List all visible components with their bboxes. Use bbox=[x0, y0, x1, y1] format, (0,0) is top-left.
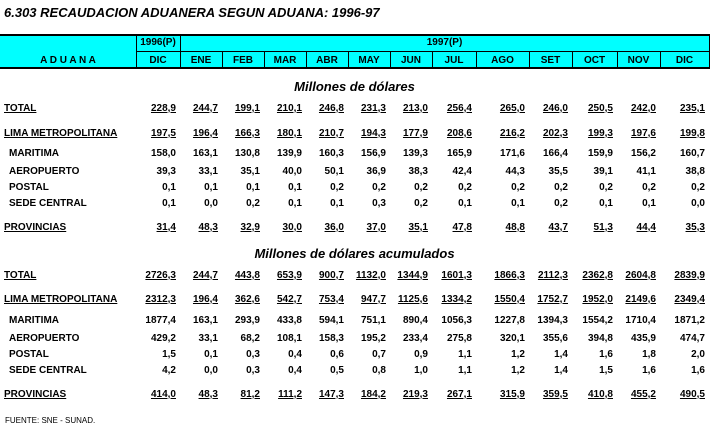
table-cell: 0,1 bbox=[162, 198, 176, 209]
table-row bbox=[0, 294, 712, 308]
table-cell: 320,1 bbox=[499, 333, 525, 344]
table-cell: 359,5 bbox=[542, 389, 568, 400]
table-cell: 594,1 bbox=[318, 315, 344, 326]
table-cell: 1550,4 bbox=[494, 294, 525, 305]
row-label: POSTAL bbox=[9, 182, 49, 193]
table-cell: 0,2 bbox=[414, 198, 428, 209]
table-row bbox=[0, 389, 712, 403]
table-cell: 0,1 bbox=[599, 198, 613, 209]
row-label: TOTAL bbox=[4, 103, 37, 114]
table-cell: 36,0 bbox=[324, 222, 344, 233]
row-label: AEROPUERTO bbox=[9, 166, 80, 177]
table-cell: 1,5 bbox=[599, 365, 613, 376]
table-cell: 1344,9 bbox=[397, 270, 428, 281]
row-label: MARITIMA bbox=[9, 315, 59, 326]
table-cell: 39,1 bbox=[593, 166, 613, 177]
table-cell: 2312,3 bbox=[145, 294, 176, 305]
table-cell: 39,3 bbox=[156, 166, 176, 177]
header-divider bbox=[709, 34, 710, 69]
table-cell: 160,3 bbox=[318, 148, 344, 159]
source-note: FUENTE: SNE - SUNAD. bbox=[5, 416, 96, 425]
table-cell: 900,7 bbox=[318, 270, 344, 281]
aduana-column-header: A D U A N A bbox=[40, 55, 96, 66]
table-cell: 1752,7 bbox=[537, 294, 568, 305]
table-cell: 213,0 bbox=[402, 103, 428, 114]
section-title: Millones de dólares bbox=[294, 79, 415, 94]
table-cell: 0,3 bbox=[246, 365, 260, 376]
table-cell: 653,9 bbox=[276, 270, 302, 281]
table-cell: 130,8 bbox=[234, 148, 260, 159]
table-cell: 44,4 bbox=[636, 222, 656, 233]
table-cell: 165,9 bbox=[446, 148, 472, 159]
table-cell: 233,4 bbox=[402, 333, 428, 344]
table-row bbox=[0, 270, 712, 284]
table-cell: 1,1 bbox=[458, 365, 472, 376]
table-cell: 166,3 bbox=[234, 128, 260, 139]
table-cell: 0,2 bbox=[246, 198, 260, 209]
row-label: SEDE CENTRAL bbox=[9, 198, 87, 209]
table-cell: 40,0 bbox=[282, 166, 302, 177]
table-cell: 33,1 bbox=[198, 333, 218, 344]
table-cell: 1866,3 bbox=[494, 270, 525, 281]
table-cell: 208,6 bbox=[446, 128, 472, 139]
table-cell: 2839,9 bbox=[674, 270, 705, 281]
table-cell: 1710,4 bbox=[625, 315, 656, 326]
table-cell: 0,2 bbox=[330, 182, 344, 193]
table-cell: 196,4 bbox=[192, 128, 218, 139]
table-cell: 0,6 bbox=[330, 349, 344, 360]
table-cell: 1125,6 bbox=[397, 294, 428, 305]
table-cell: 2,0 bbox=[691, 349, 705, 360]
table-cell: 2726,3 bbox=[145, 270, 176, 281]
table-cell: 228,9 bbox=[150, 103, 176, 114]
table-cell: 256,4 bbox=[446, 103, 472, 114]
table-cell: 1871,2 bbox=[674, 315, 705, 326]
table-cell: 890,4 bbox=[402, 315, 428, 326]
table-cell: 244,7 bbox=[192, 103, 218, 114]
table-cell: 0,8 bbox=[372, 365, 386, 376]
table-cell: 38,8 bbox=[685, 166, 705, 177]
table-cell: 1132,0 bbox=[355, 270, 386, 281]
table-cell: 210,7 bbox=[318, 128, 344, 139]
month-header: ABR bbox=[316, 55, 338, 66]
table-row bbox=[0, 148, 712, 162]
table-cell: 108,1 bbox=[276, 333, 302, 344]
table-cell: 751,1 bbox=[360, 315, 386, 326]
table-cell: 159,9 bbox=[587, 148, 613, 159]
table-cell: 429,2 bbox=[150, 333, 176, 344]
table-cell: 197,6 bbox=[630, 128, 656, 139]
table-cell: 0,1 bbox=[162, 182, 176, 193]
table-cell: 4,2 bbox=[162, 365, 176, 376]
table-cell: 43,7 bbox=[548, 222, 568, 233]
table-cell: 156,9 bbox=[360, 148, 386, 159]
table-cell: 1394,3 bbox=[537, 315, 568, 326]
row-label: TOTAL bbox=[4, 270, 37, 281]
table-cell: 44,3 bbox=[505, 166, 525, 177]
month-header: DIC bbox=[149, 55, 167, 66]
header-split-line bbox=[136, 51, 709, 52]
table-cell: 1,8 bbox=[642, 349, 656, 360]
table-cell: 394,8 bbox=[587, 333, 613, 344]
table-cell: 35,1 bbox=[408, 222, 428, 233]
table-row bbox=[0, 182, 712, 196]
year-1997-header: 1997(P) bbox=[426, 37, 463, 48]
table-row bbox=[0, 103, 712, 117]
table-cell: 0,1 bbox=[204, 349, 218, 360]
row-label: LIMA METROPOLITANA bbox=[4, 294, 118, 305]
table-row bbox=[0, 349, 712, 363]
table-cell: 32,9 bbox=[240, 222, 260, 233]
table-cell: 194,3 bbox=[360, 128, 386, 139]
table-cell: 242,0 bbox=[630, 103, 656, 114]
table-cell: 195,2 bbox=[360, 333, 386, 344]
table-cell: 216,2 bbox=[499, 128, 525, 139]
table-cell: 246,8 bbox=[318, 103, 344, 114]
table-cell: 0,1 bbox=[288, 182, 302, 193]
table-cell: 48,3 bbox=[198, 389, 218, 400]
month-header: AGO bbox=[491, 55, 514, 66]
table-cell: 0,0 bbox=[691, 198, 705, 209]
table-cell: 171,6 bbox=[499, 148, 525, 159]
table-cell: 68,2 bbox=[240, 333, 260, 344]
table-cell: 33,1 bbox=[198, 166, 218, 177]
month-header: SET bbox=[540, 55, 561, 66]
table-cell: 180,1 bbox=[276, 128, 302, 139]
row-label: POSTAL bbox=[9, 349, 49, 360]
table-row bbox=[0, 222, 712, 236]
table-cell: 1601,3 bbox=[441, 270, 472, 281]
table-cell: 48,3 bbox=[198, 222, 218, 233]
table-cell: 202,3 bbox=[542, 128, 568, 139]
table-cell: 30,0 bbox=[282, 222, 302, 233]
month-header: JUL bbox=[444, 55, 464, 66]
table-cell: 0,2 bbox=[458, 182, 472, 193]
table-cell: 1,2 bbox=[511, 349, 525, 360]
table-cell: 196,4 bbox=[192, 294, 218, 305]
month-header: DIC bbox=[675, 55, 694, 66]
table-cell: 37,0 bbox=[366, 222, 386, 233]
table-cell: 265,0 bbox=[499, 103, 525, 114]
table-cell: 0,0 bbox=[204, 365, 218, 376]
table-cell: 166,4 bbox=[542, 148, 568, 159]
table-cell: 2112,3 bbox=[537, 270, 568, 281]
table-cell: 81,2 bbox=[240, 389, 260, 400]
table-cell: 293,9 bbox=[234, 315, 260, 326]
table-cell: 1952,0 bbox=[582, 294, 613, 305]
table-cell: 947,7 bbox=[360, 294, 386, 305]
table-cell: 0,9 bbox=[414, 349, 428, 360]
table-cell: 1,2 bbox=[511, 365, 525, 376]
table-cell: 0,2 bbox=[372, 182, 386, 193]
table-cell: 0,2 bbox=[554, 198, 568, 209]
table-cell: 0,2 bbox=[691, 182, 705, 193]
table-cell: 156,2 bbox=[630, 148, 656, 159]
table-cell: 199,1 bbox=[234, 103, 260, 114]
table-cell: 0,3 bbox=[372, 198, 386, 209]
section-title: Millones de dólares acumulados bbox=[254, 246, 455, 261]
table-cell: 753,4 bbox=[318, 294, 344, 305]
month-header: FEB bbox=[233, 55, 253, 66]
table-cell: 0,4 bbox=[288, 365, 302, 376]
table-cell: 1,6 bbox=[599, 349, 613, 360]
table-cell: 435,9 bbox=[630, 333, 656, 344]
table-cell: 163,1 bbox=[192, 315, 218, 326]
table-cell: 455,2 bbox=[630, 389, 656, 400]
table-cell: 158,3 bbox=[318, 333, 344, 344]
table-cell: 1554,2 bbox=[582, 315, 613, 326]
month-header: MAR bbox=[273, 55, 297, 66]
table-cell: 355,6 bbox=[542, 333, 568, 344]
month-header: ENE bbox=[190, 55, 212, 66]
table-cell: 51,3 bbox=[593, 222, 613, 233]
table-cell: 35,3 bbox=[685, 222, 705, 233]
row-label: AEROPUERTO bbox=[9, 333, 80, 344]
table-cell: 246,0 bbox=[542, 103, 568, 114]
table-cell: 1334,2 bbox=[441, 294, 472, 305]
month-header: MAY bbox=[358, 55, 380, 66]
table-cell: 474,7 bbox=[679, 333, 705, 344]
table-row bbox=[0, 315, 712, 329]
table-cell: 2362,8 bbox=[582, 270, 613, 281]
table-cell: 250,5 bbox=[587, 103, 613, 114]
table-cell: 199,8 bbox=[679, 128, 705, 139]
table-cell: 1,1 bbox=[458, 349, 472, 360]
row-label: PROVINCIAS bbox=[4, 222, 67, 233]
table-cell: 414,0 bbox=[150, 389, 176, 400]
table-cell: 1,6 bbox=[691, 365, 705, 376]
table-cell: 1227,8 bbox=[494, 315, 525, 326]
table-cell: 210,1 bbox=[276, 103, 302, 114]
table-cell: 139,3 bbox=[402, 148, 428, 159]
table-cell: 163,1 bbox=[192, 148, 218, 159]
table-cell: 267,1 bbox=[446, 389, 472, 400]
table-cell: 160,7 bbox=[679, 148, 705, 159]
table-cell: 315,9 bbox=[499, 389, 525, 400]
row-label: LIMA METROPOLITANA bbox=[4, 128, 118, 139]
table-cell: 2604,8 bbox=[625, 270, 656, 281]
table-cell: 0,1 bbox=[458, 198, 472, 209]
table-cell: 362,6 bbox=[234, 294, 260, 305]
table-cell: 0,0 bbox=[204, 198, 218, 209]
table-cell: 139,9 bbox=[276, 148, 302, 159]
table-row bbox=[0, 128, 712, 142]
table-cell: 1,0 bbox=[414, 365, 428, 376]
table-cell: 36,9 bbox=[366, 166, 386, 177]
table-cell: 275,8 bbox=[446, 333, 472, 344]
table-cell: 50,1 bbox=[324, 166, 344, 177]
table-cell: 197,5 bbox=[150, 128, 176, 139]
row-label: MARITIMA bbox=[9, 148, 59, 159]
table-cell: 219,3 bbox=[402, 389, 428, 400]
month-header: JUN bbox=[400, 55, 421, 66]
table-cell: 35,5 bbox=[548, 166, 568, 177]
table-cell: 0,2 bbox=[511, 182, 525, 193]
table-cell: 0,2 bbox=[599, 182, 613, 193]
table-cell: 231,3 bbox=[360, 103, 386, 114]
table-cell: 38,3 bbox=[408, 166, 428, 177]
table-cell: 0,1 bbox=[246, 182, 260, 193]
table-cell: 235,1 bbox=[679, 103, 705, 114]
table-cell: 2349,4 bbox=[674, 294, 705, 305]
table-cell: 0,7 bbox=[372, 349, 386, 360]
table-cell: 1,6 bbox=[642, 365, 656, 376]
table-cell: 0,2 bbox=[642, 182, 656, 193]
table-cell: 0,1 bbox=[511, 198, 525, 209]
table-cell: 199,3 bbox=[587, 128, 613, 139]
table-cell: 0,4 bbox=[288, 349, 302, 360]
table-cell: 1,4 bbox=[554, 349, 568, 360]
table-cell: 0,2 bbox=[554, 182, 568, 193]
table-cell: 41,1 bbox=[636, 166, 656, 177]
table-cell: 433,8 bbox=[276, 315, 302, 326]
table-cell: 2149,6 bbox=[625, 294, 656, 305]
table-cell: 410,8 bbox=[587, 389, 613, 400]
table-cell: 0,2 bbox=[414, 182, 428, 193]
year-1996-header: 1996(P) bbox=[140, 37, 176, 48]
table-cell: 147,3 bbox=[318, 389, 344, 400]
table-row bbox=[0, 333, 712, 347]
table-cell: 0,1 bbox=[642, 198, 656, 209]
table-row bbox=[0, 365, 712, 379]
table-cell: 490,5 bbox=[679, 389, 705, 400]
table-cell: 0,5 bbox=[330, 365, 344, 376]
table-title: 6.303 RECAUDACION ADUANERA SEGUN ADUANA: 1996-97 bbox=[4, 5, 380, 20]
table-cell: 542,7 bbox=[276, 294, 302, 305]
table-cell: 48,8 bbox=[505, 222, 525, 233]
table-cell: 35,1 bbox=[240, 166, 260, 177]
table-cell: 443,8 bbox=[234, 270, 260, 281]
table-cell: 0,1 bbox=[204, 182, 218, 193]
table-cell: 1,4 bbox=[554, 365, 568, 376]
table-cell: 244,7 bbox=[192, 270, 218, 281]
table-cell: 0,1 bbox=[288, 198, 302, 209]
row-label: PROVINCIAS bbox=[4, 389, 67, 400]
table-cell: 47,8 bbox=[452, 222, 472, 233]
table-cell: 184,2 bbox=[360, 389, 386, 400]
row-label: SEDE CENTRAL bbox=[9, 365, 87, 376]
table-cell: 42,4 bbox=[452, 166, 472, 177]
table-cell: 177,9 bbox=[402, 128, 428, 139]
table-cell: 158,0 bbox=[150, 148, 176, 159]
table-cell: 111,2 bbox=[278, 389, 302, 400]
table-cell: 1877,4 bbox=[145, 315, 176, 326]
table-cell: 1056,3 bbox=[441, 315, 472, 326]
table-row bbox=[0, 198, 712, 212]
table-cell: 31,4 bbox=[156, 222, 176, 233]
month-header: NOV bbox=[627, 55, 650, 66]
table-cell: 1,5 bbox=[162, 349, 176, 360]
table-cell: 0,1 bbox=[330, 198, 344, 209]
month-header: OCT bbox=[583, 55, 606, 66]
table-cell: 0,3 bbox=[246, 349, 260, 360]
table-row bbox=[0, 166, 712, 180]
